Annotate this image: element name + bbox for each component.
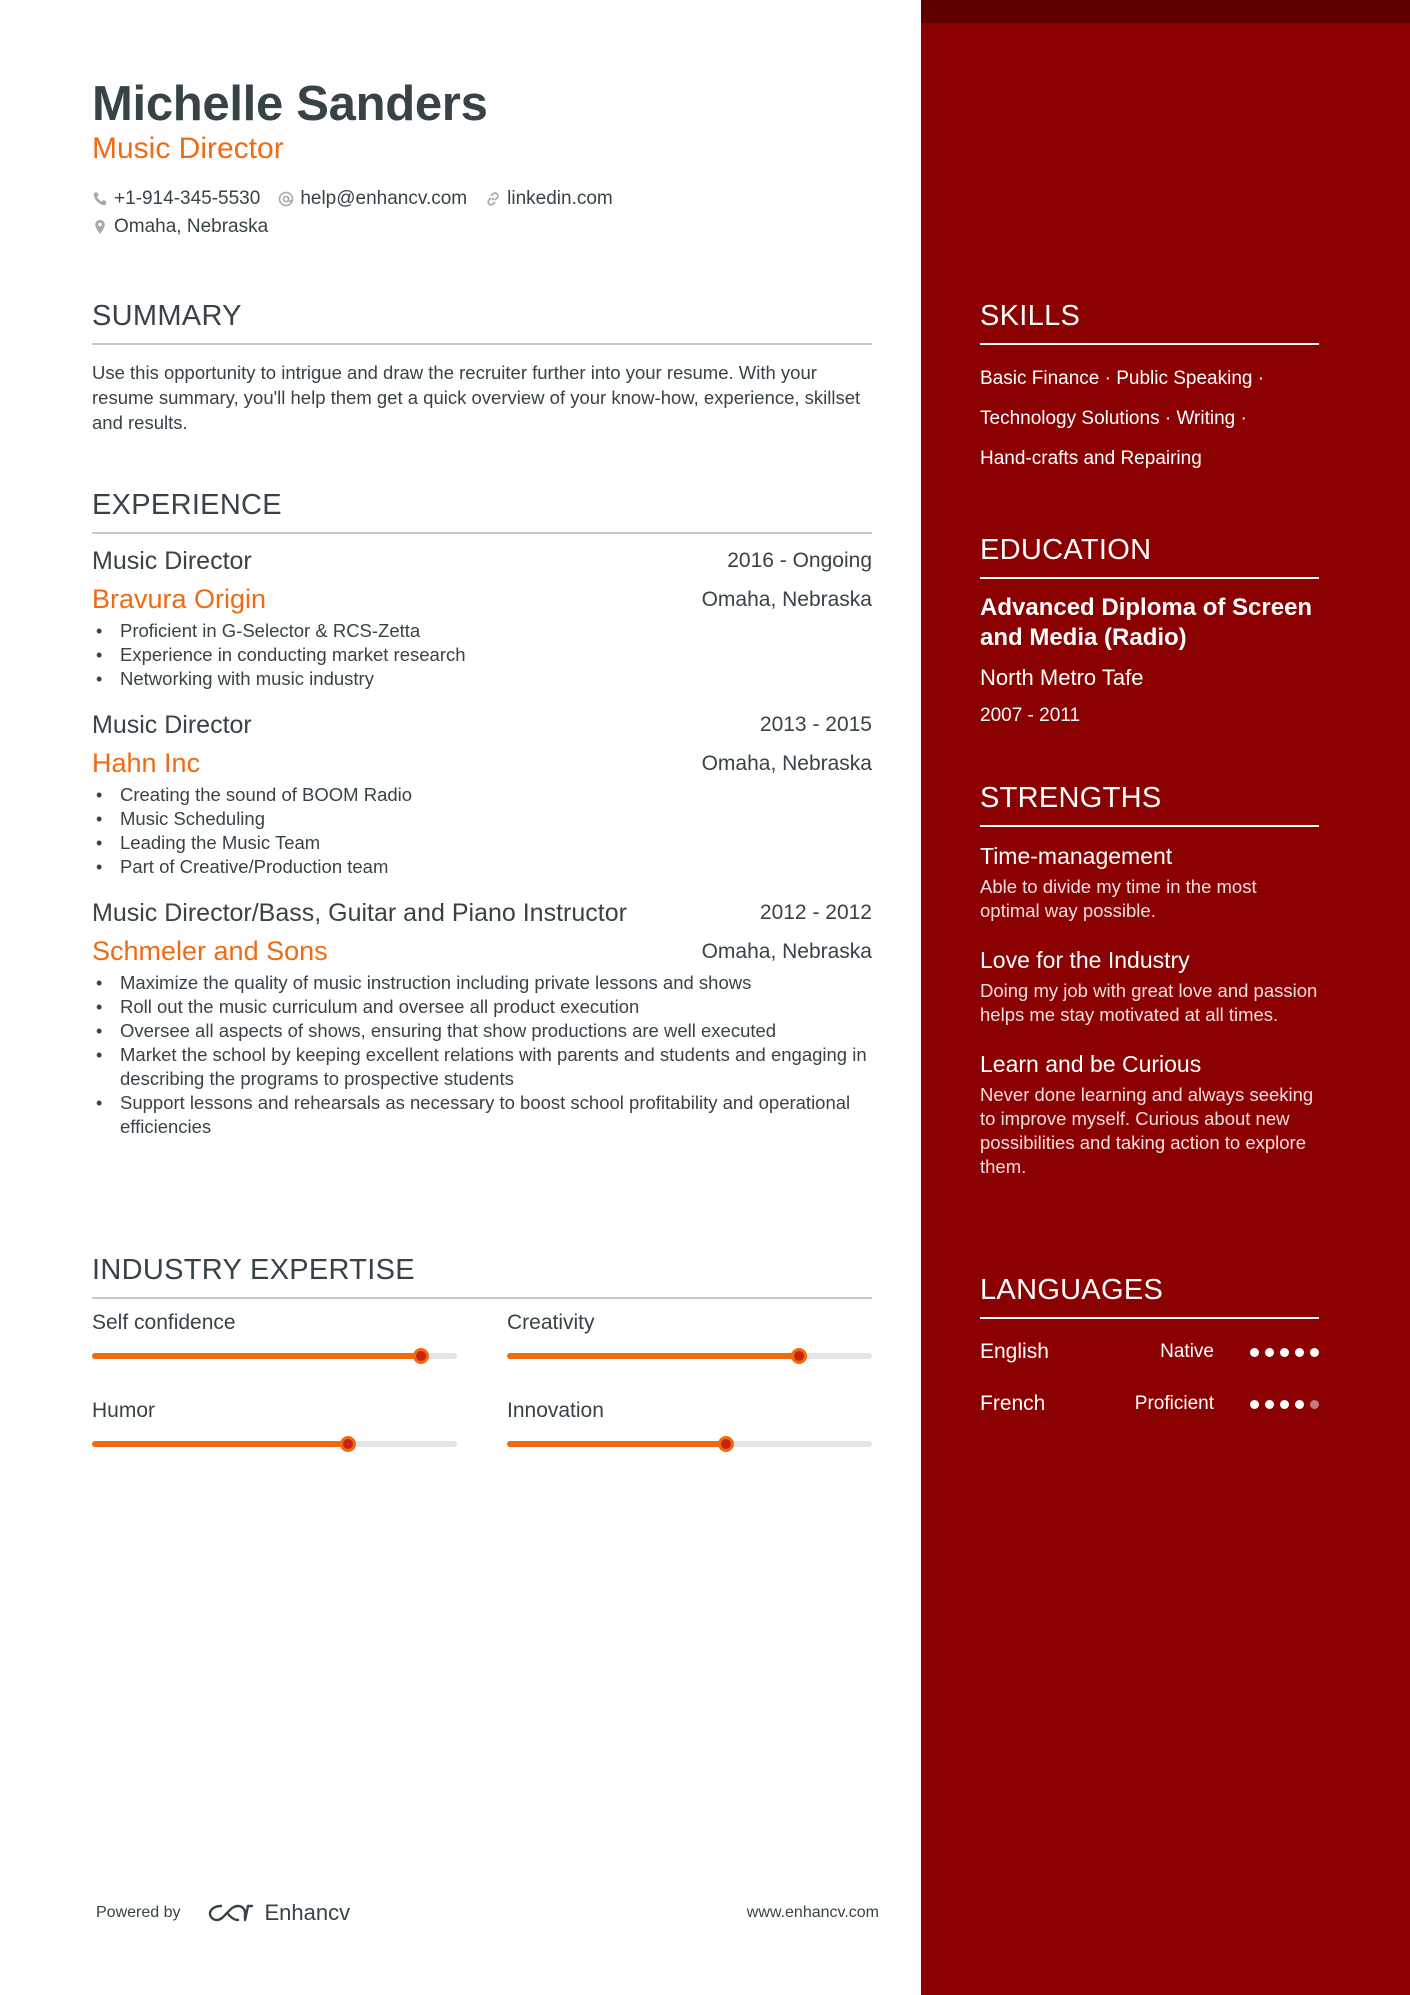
strength-item [980, 945, 1319, 1027]
job-dates: 2012 - 2012 [759, 901, 872, 924]
job-bullet: • Creating the sound of BOOM Radio [92, 783, 872, 807]
job-company: Schmeler and Sons [92, 936, 328, 966]
expertise-bar [92, 1353, 457, 1359]
expertise-bar-fill [92, 1353, 421, 1359]
brand-name: Enhancv [264, 1900, 351, 1925]
email-contact[interactable] [278, 188, 467, 210]
language-name: English [980, 1340, 1049, 1363]
expertise-item [92, 1311, 457, 1359]
expertise-bar-fill [507, 1353, 799, 1359]
education-section [980, 534, 1319, 727]
footer [96, 1900, 879, 1926]
expertise-heading: INDUSTRY EXPERTISE [92, 1254, 872, 1299]
job-bullet: • Oversee all aspects of shows, ensuring that show productions are well executed [92, 1019, 872, 1043]
language-dot [1280, 1400, 1289, 1409]
job-location: Omaha, Nebraska [701, 939, 872, 963]
job-role: Music Director [92, 711, 252, 739]
education-degree: Advanced Diploma of Screen and Media (Radio) [980, 594, 1313, 651]
strength-desc: Never done learning and always seeking to improve myself. Curious about new possibilities and taking action to explore them. [980, 1084, 1314, 1177]
expertise-bar [507, 1441, 872, 1447]
job-location: Omaha, Nebraska [701, 587, 872, 611]
education-dates: 2007 - 2011 [980, 705, 1081, 726]
skills-section [980, 300, 1319, 479]
expertise-bar-fill [507, 1441, 726, 1447]
job-company: Bravura Origin [92, 584, 267, 614]
expertise-bar-knob [791, 1348, 807, 1364]
candidate-title: Music Director [92, 132, 284, 165]
languages-heading: LANGUAGES [980, 1274, 1319, 1319]
strengths-section [980, 782, 1319, 1179]
skills-heading: SKILLS [980, 300, 1319, 345]
link-contact[interactable] [485, 188, 613, 210]
sidebar [921, 0, 1410, 1995]
link-text: linkedin.com [507, 188, 613, 209]
brand-logo[interactable] [207, 1900, 351, 1926]
job-role: Music Director [92, 547, 252, 575]
language-level: Native [1160, 1341, 1214, 1362]
language-row [980, 1333, 1319, 1371]
language-dot [1280, 1348, 1289, 1357]
summary-section [92, 300, 872, 435]
job-dates: 2013 - 2015 [759, 713, 872, 736]
expertise-label: Humor [92, 1399, 156, 1422]
skills-line: Technology Solutions · Writing · [980, 408, 1247, 429]
language-dot [1250, 1348, 1259, 1357]
enhancv-logo-icon [207, 1901, 255, 1925]
job-bullet: • Networking with music industry [92, 667, 872, 691]
job-bullet: • Maximize the quality of music instruction including private lessons and shows [92, 971, 872, 995]
language-dot [1265, 1400, 1274, 1409]
job-dates: 2016 - Ongoing [727, 549, 872, 572]
job-role: Music Director/Bass, Guitar and Piano Instructor [92, 899, 627, 927]
contact-info [92, 186, 631, 242]
job-bullet: • Roll out the music curriculum and oversee all product execution [92, 995, 872, 1019]
job-bullet: • Market the school by keeping excellent relations with parents and students and engaging in describing the programs to prospective students [92, 1043, 872, 1091]
language-dots [1244, 1348, 1319, 1357]
job-entry [92, 898, 872, 1139]
job-bullet: • Music Scheduling [92, 807, 872, 831]
phone-contact[interactable] [92, 188, 260, 210]
expertise-bar-knob [413, 1348, 429, 1364]
experience-section [92, 489, 872, 1139]
expertise-bar-knob [340, 1436, 356, 1452]
strength-title: Learn and be Curious [980, 1051, 1202, 1077]
job-bullets [92, 971, 872, 1139]
job-bullet: • Proficient in G-Selector & RCS-Zetta [92, 619, 872, 643]
strength-title: Time-management [980, 843, 1173, 869]
job-bullet: • Leading the Music Team [92, 831, 872, 855]
skills-line: Hand-crafts and Repairing [980, 448, 1202, 469]
footer-url[interactable]: www.enhancv.com [746, 1904, 879, 1921]
location-contact [92, 216, 268, 238]
phone-icon [92, 191, 108, 207]
expertise-section [92, 1254, 872, 1447]
expertise-bar [507, 1353, 872, 1359]
language-dot [1250, 1400, 1259, 1409]
job-entry [92, 710, 872, 879]
link-icon [485, 191, 501, 207]
expertise-label: Self confidence [92, 1311, 236, 1334]
language-dot [1265, 1348, 1274, 1357]
location-pin-icon [92, 219, 108, 235]
strength-item [980, 841, 1319, 923]
job-bullets [92, 783, 872, 879]
language-dot [1295, 1400, 1304, 1409]
strength-desc: Doing my job with great love and passion helps me stay motivated at all times. [980, 980, 1318, 1025]
phone-text: +1-914-345-5530 [114, 188, 261, 209]
expertise-bar-knob [718, 1436, 734, 1452]
summary-text: Use this opportunity to intrigue and draw the recruiter further into your resume. With your resume summary, you'll help them get a quick overview of your know-how, experience, skillset and results. [92, 362, 861, 433]
languages-section [980, 1274, 1319, 1423]
strength-desc: Able to divide my time in the most optimal way possible. [980, 876, 1257, 921]
job-company: Hahn Inc [92, 748, 201, 778]
expertise-bar [92, 1441, 457, 1447]
language-level: Proficient [1134, 1393, 1214, 1414]
expertise-bar-fill [92, 1441, 348, 1447]
language-dot [1310, 1348, 1319, 1357]
strengths-heading: STRENGTHS [980, 782, 1319, 827]
language-dots [1244, 1400, 1319, 1409]
expertise-item [507, 1311, 872, 1359]
job-location: Omaha, Nebraska [701, 751, 872, 775]
job-bullet: • Part of Creative/Production team [92, 855, 872, 879]
sidebar-top-band [921, 0, 1410, 23]
experience-heading: EXPERIENCE [92, 489, 872, 534]
expertise-item [507, 1399, 872, 1447]
email-text: help@enhancv.com [300, 188, 468, 209]
powered-by-label: Powered by [96, 1904, 181, 1921]
expertise-label: Creativity [507, 1311, 595, 1334]
language-dot [1295, 1348, 1304, 1357]
education-school: North Metro Tafe [980, 665, 1144, 690]
expertise-label: Innovation [507, 1399, 604, 1422]
strength-item [980, 1049, 1319, 1179]
location-text: Omaha, Nebraska [114, 216, 269, 237]
language-name: French [980, 1392, 1046, 1415]
skills-list [980, 359, 1319, 479]
job-entry [92, 546, 872, 691]
language-dot [1310, 1400, 1319, 1409]
expertise-item [92, 1399, 457, 1447]
job-bullet: • Experience in conducting market research [92, 643, 872, 667]
skills-line: Basic Finance · Public Speaking · [980, 368, 1265, 389]
summary-heading: SUMMARY [92, 300, 872, 345]
language-row [980, 1385, 1319, 1423]
job-bullets [92, 619, 872, 691]
education-heading: EDUCATION [980, 534, 1319, 579]
strength-title: Love for the Industry [980, 947, 1190, 973]
at-icon [278, 191, 294, 207]
job-bullet: • Support lessons and rehearsals as necessary to boost school profitability and operational efficiencies [92, 1091, 872, 1139]
candidate-name: Michelle Sanders [92, 77, 488, 131]
